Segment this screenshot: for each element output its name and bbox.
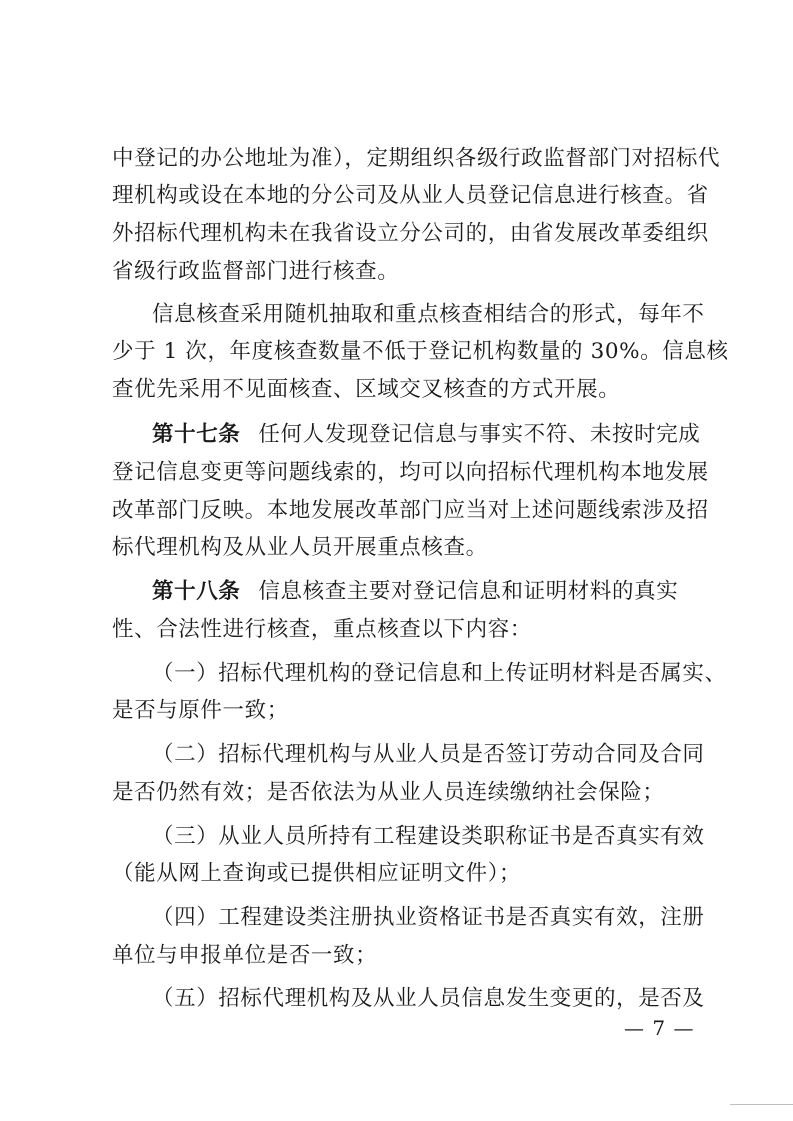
- page-number: — 7 —: [624, 1016, 695, 1040]
- paragraph-line: 外招标代理机构未在我省设立分公司的，由省发展改革委组织: [112, 221, 709, 246]
- article-17-title: 第十七条: [152, 422, 241, 447]
- paragraph-line: 性、合法性进行核查，重点核查以下内容：: [112, 617, 532, 642]
- paragraph-line: 标代理机构及从业人员开展重点核查。: [112, 535, 488, 560]
- article-17-text: 任何人发现登记信息与事实不符、未按时完成: [258, 422, 701, 447]
- article-18-text: 信息核查主要对登记信息和证明材料的真实: [258, 579, 679, 604]
- paragraph-line: 中登记的办公地址为准），定期组织各级行政监督部门对招标代: [112, 146, 721, 171]
- list-item-line: （四）工程建设类注册执业资格证书是否真实有效，注册: [152, 905, 705, 930]
- paragraph-line: 少于 1 次，年度核查数量不低于登记机构数量的 30%。信息核: [112, 339, 729, 364]
- list-item-line: 是否仍然有效；是否依法为从业人员连续缴纳社会保险；: [112, 780, 665, 805]
- scan-edge-divider: [730, 1104, 793, 1105]
- paragraph-line: 登记信息变更等问题线索的，均可以向招标代理机构本地发展: [112, 460, 709, 485]
- list-item-line: 单位与申报单位是否一致；: [112, 943, 378, 968]
- list-item-line: （三）从业人员所持有工程建设类职称证书是否真实有效: [152, 824, 705, 849]
- list-item-line: （能从网上查询或已提供相应证明文件）；: [112, 861, 522, 886]
- article-18-first-line: [152, 577, 698, 607]
- paragraph-line: 信息核查采用随机抽取和重点核查相结合的形式，每年不: [152, 302, 705, 327]
- article-17-first-line: [152, 420, 701, 450]
- paragraph-line: 理机构或设在本地的分公司及从业人员登记信息进行核查。省: [112, 183, 709, 208]
- article-18-title: 第十八条: [152, 579, 241, 604]
- paragraph-line: 查优先采用不见面核查、区域交叉核查的方式开展。: [112, 377, 621, 402]
- list-item-line: （一）招标代理机构的登记信息和上传证明材料是否属实、: [152, 661, 727, 686]
- list-item-line: 是否与原件一致；: [112, 698, 289, 723]
- list-item-line: （二）招标代理机构与从业人员是否签订劳动合同及合同: [152, 742, 705, 767]
- paragraph-line: 改革部门反映。本地发展改革部门应当对上述问题线索涉及招: [112, 498, 709, 523]
- list-item-line: （五）招标代理机构及从业人员信息发生变更的，是否及: [152, 986, 705, 1011]
- paragraph-line: 省级行政监督部门进行核查。: [112, 259, 400, 284]
